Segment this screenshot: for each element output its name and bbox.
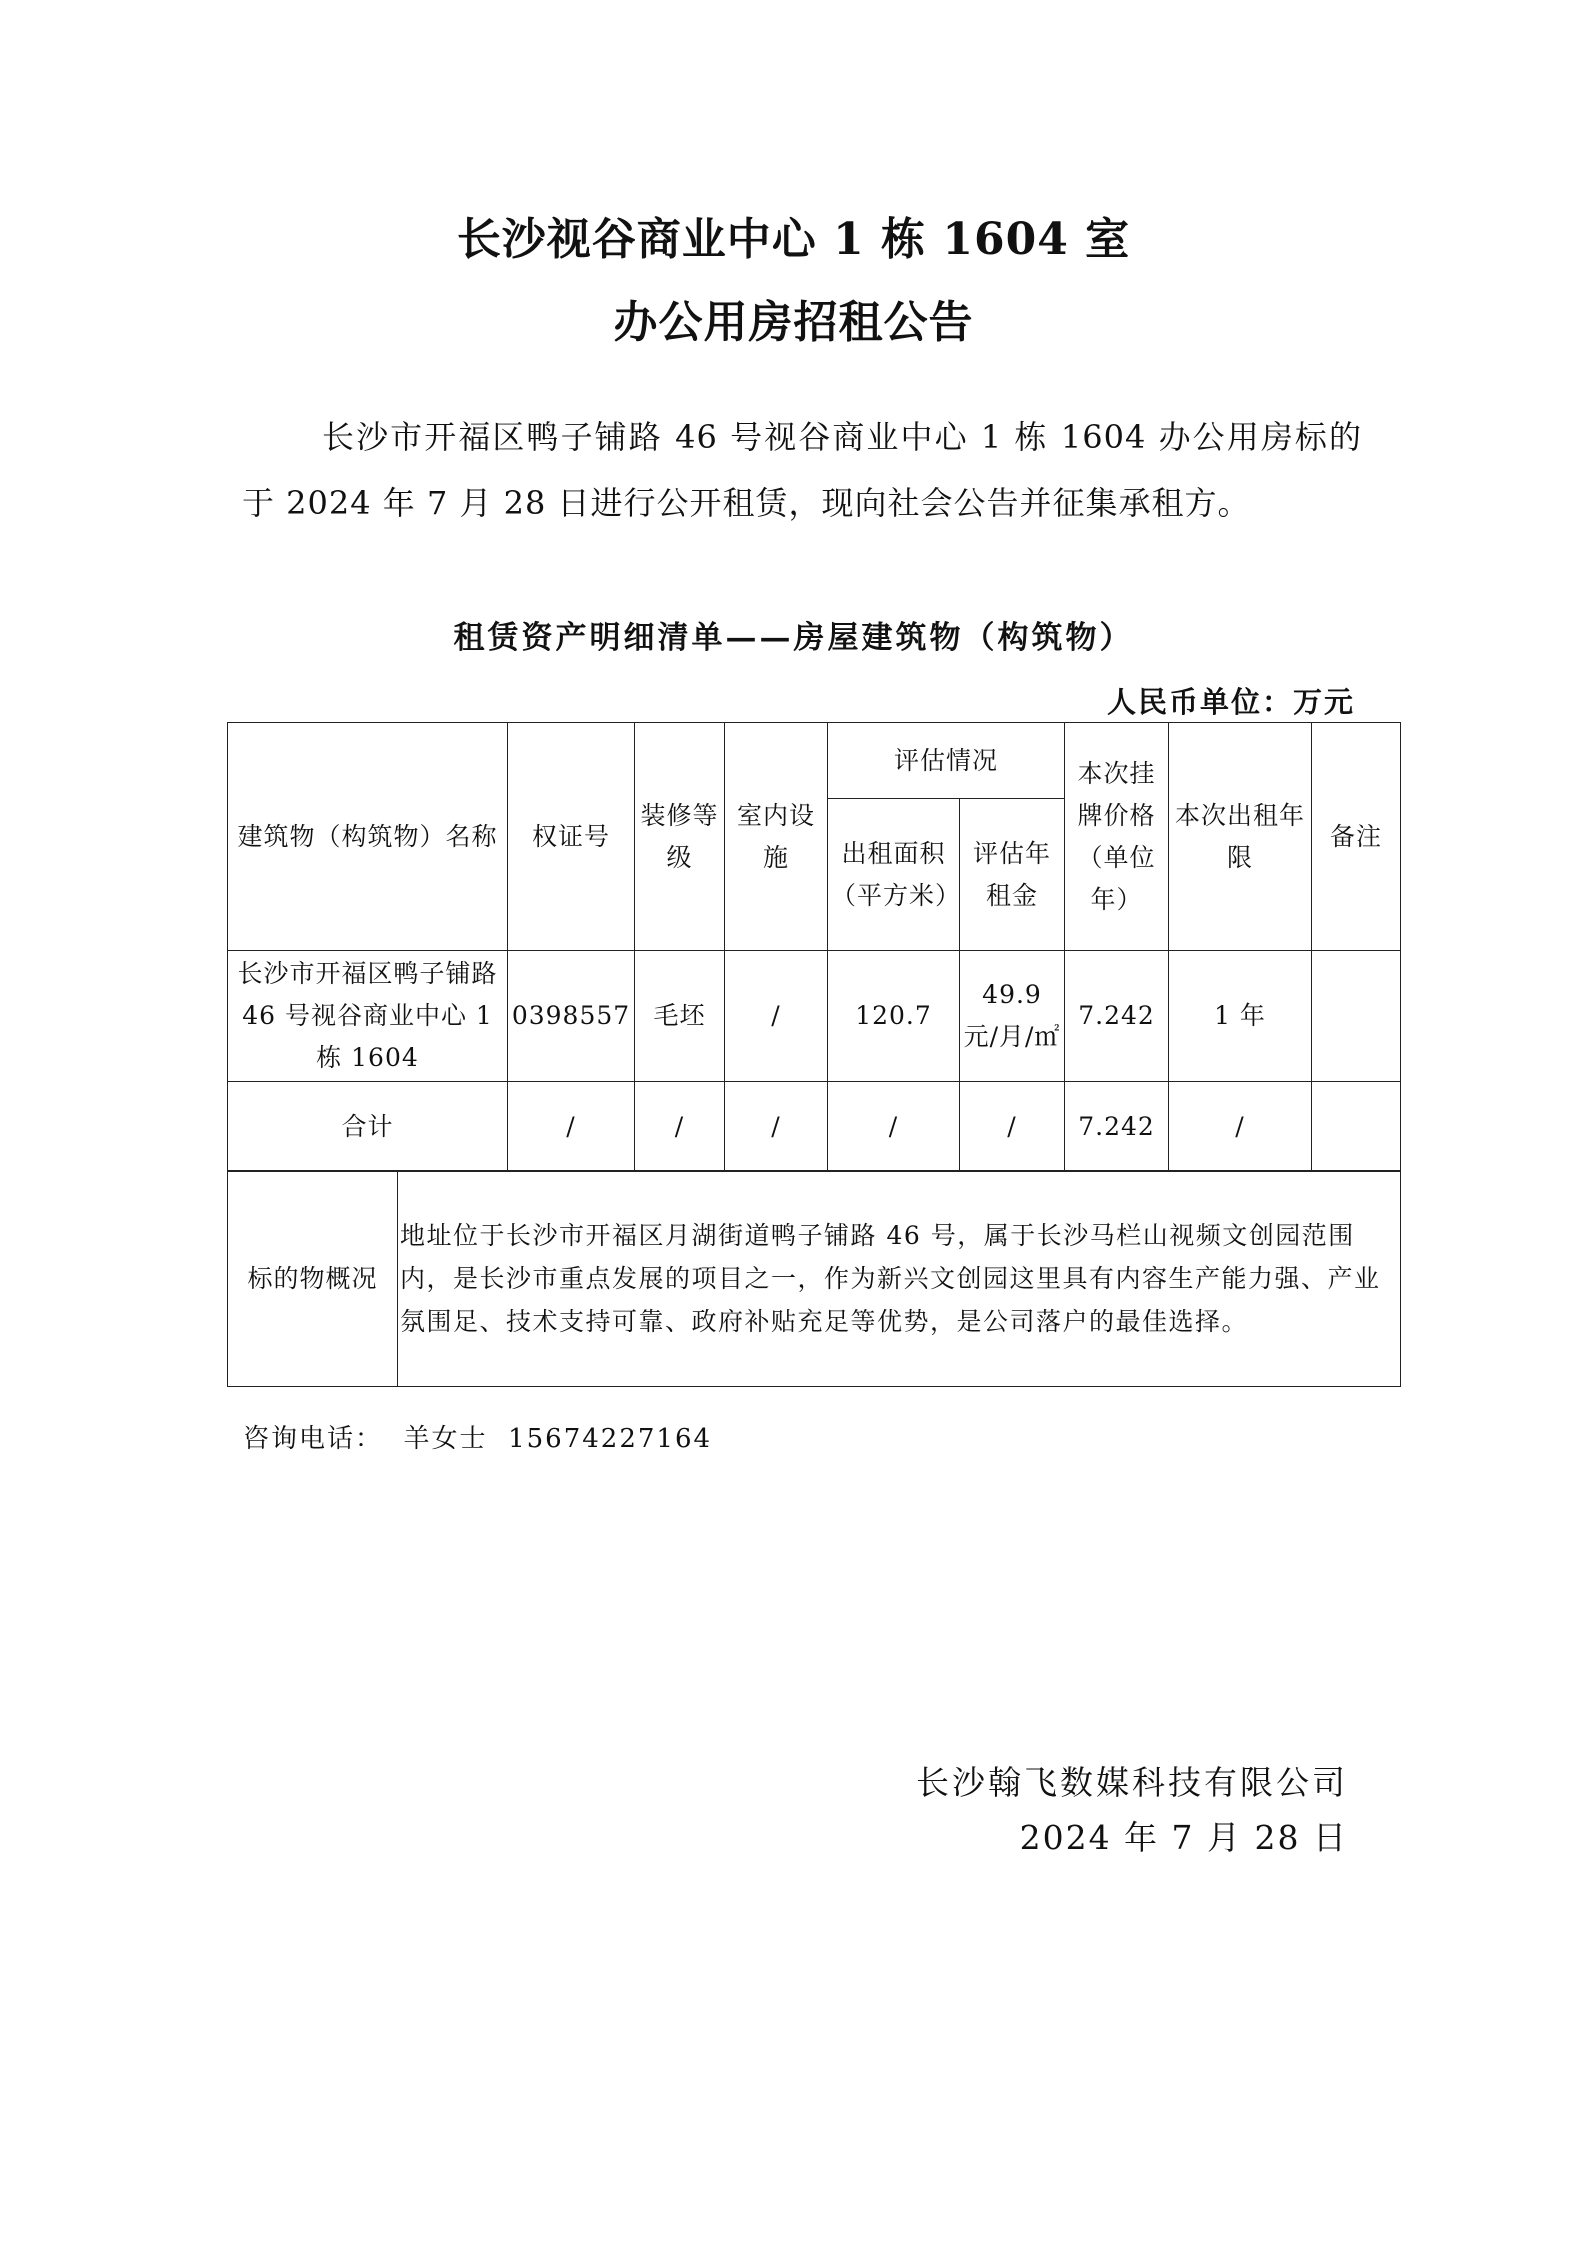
header-name: 建筑物（构筑物）名称 — [228, 723, 508, 951]
header-rent: 评估年租金 — [960, 799, 1065, 951]
signature-date: 2024 年 7 月 28 日 — [1019, 1818, 1348, 1857]
header-area: 出租面积（平方米） — [828, 799, 960, 951]
table-title: 租赁资产明细清单——房屋建筑物（构筑物） — [453, 620, 1134, 656]
summary-text: 地址位于长沙市开福区月湖街道鸭子铺路 46 号，属于长沙马栏山视频文创园范围内，是长沙市重点发展的项目之一，作为新兴文创园这里具有内容生产能力强、产业氛围足、技术支持可靠、政府补贴充足等优势，是公司落户的最佳选择。 — [398, 1171, 1401, 1387]
header-price: 本次挂牌价格（单位年） — [1065, 723, 1169, 951]
cell-decoration: 毛坯 — [635, 951, 725, 1082]
company-name: 长沙翰飞数媒科技有限公司 — [916, 1763, 1348, 1802]
total-certificate: / — [508, 1082, 635, 1172]
currency-unit: 人民币单位：万元 — [1106, 685, 1355, 719]
total-term: / — [1169, 1082, 1312, 1172]
contact-phone: 15674227164 — [508, 1424, 713, 1454]
cell-remarks — [1312, 951, 1401, 1082]
total-label: 合计 — [228, 1082, 508, 1172]
contact-person: 羊女士 — [403, 1424, 488, 1454]
cell-area: 120.7 — [828, 951, 960, 1082]
header-row-1 — [228, 723, 1401, 799]
contact-line — [243, 1418, 712, 1455]
cell-term: 1 年 — [1169, 951, 1312, 1082]
cell-certificate: 0398557 — [508, 951, 635, 1082]
cell-facilities: / — [725, 951, 828, 1082]
table-row — [228, 951, 1401, 1082]
total-remarks — [1312, 1082, 1401, 1172]
cell-price: 7.242 — [1065, 951, 1169, 1082]
header-remarks: 备注 — [1312, 723, 1401, 951]
title-line-2: 办公用房招租公告 — [613, 297, 974, 348]
header-certificate: 权证号 — [508, 723, 635, 951]
summary-table — [227, 1170, 1401, 1387]
title-line-1: 长沙视谷商业中心 1 栋 1604 室 — [456, 214, 1131, 265]
summary-row — [228, 1171, 1401, 1387]
total-area: / — [828, 1082, 960, 1172]
summary-label: 标的物概况 — [228, 1171, 398, 1387]
header-facilities: 室内设施 — [725, 723, 828, 951]
cell-name: 长沙市开福区鸭子铺路 46 号视谷商业中心 1 栋 1604 — [228, 951, 508, 1082]
header-evaluation: 评估情况 — [828, 723, 1065, 799]
header-term: 本次出租年限 — [1169, 723, 1312, 951]
intro-paragraph: 长沙市开福区鸭子铺路 46 号视谷商业中心 1 栋 1604 办公用房标的于 2024 年 7 月 28 日进行公开租赁，现向社会公告并征集承租方。 — [242, 418, 1362, 522]
total-price: 7.242 — [1065, 1082, 1169, 1172]
total-row — [228, 1082, 1401, 1172]
header-decoration: 装修等级 — [635, 723, 725, 951]
contact-label: 咨询电话： — [243, 1424, 384, 1454]
asset-table — [227, 722, 1401, 1172]
total-facilities: / — [725, 1082, 828, 1172]
total-decoration: / — [635, 1082, 725, 1172]
cell-rent: 49.9 元/月/㎡ — [960, 951, 1065, 1082]
total-rent: / — [960, 1082, 1065, 1172]
